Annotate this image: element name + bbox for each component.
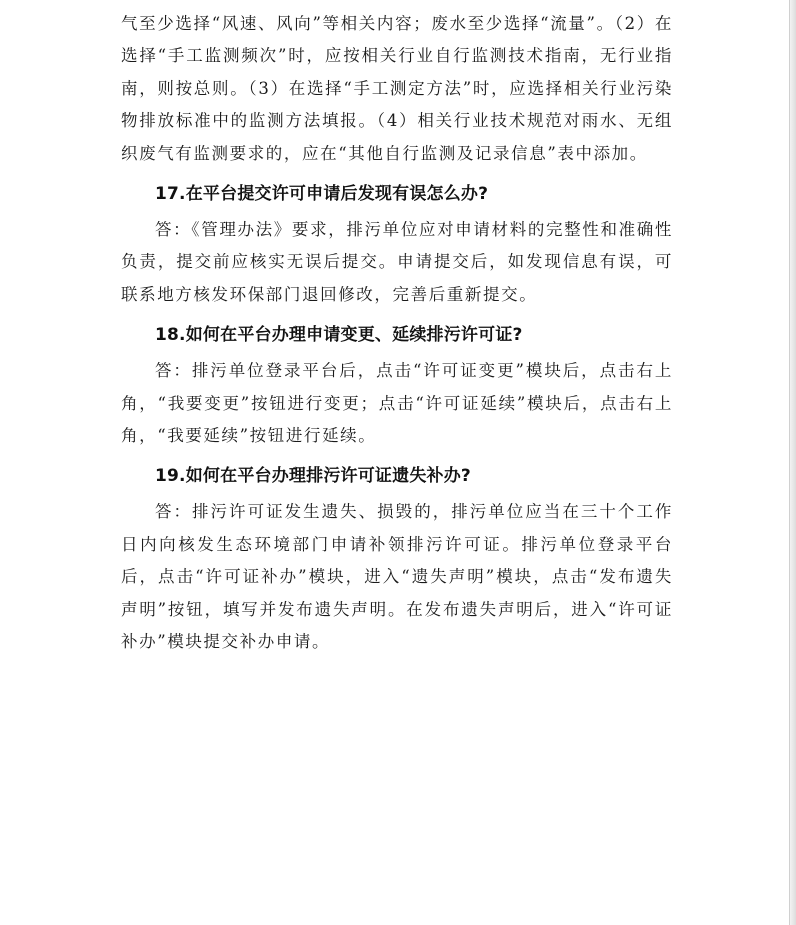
intro-paragraph: 气至少选择“风速、风向”等相关内容；废水至少选择“流量”。（2）在选择“手工监测频次”时，应按相关行业自行监测技术指南，无行业指南，则按总则。（3）在选择“手工测定方法”时，应选择相关行业污染物排放标准中的监测方法填报。（4）相关行业技术规范对雨水、无组织废气有监测要求的，应在“其他自行监测及记录信息”表中添加。 [121,14,673,163]
answer-paragraph-17: 答：《管理办法》要求，排污单位应对申请材料的完整性和准确性负责，提交前应核实无误后提交。申请提交后，如发现信息有误，可联系地方核发环保部门退回修改，完善后重新提交。 [121,220,673,304]
answer-paragraph-19: 答：排污许可证发生遗失、损毁的，排污单位应当在三十个工作日内向核发生态环境部门申请补领排污许可证。排污单位登录平台后，点击“许可证补办”模块，进入“遗失声明”模块，点击“发布遗失声明”按钮，填写并发布遗失声明。在发布遗失声明后，进入“许可证补办”模块提交补办申请。 [121,502,673,652]
faq-section-17 [121,179,673,311]
faq-section-18 [121,320,673,452]
answer-paragraph-18: 答：排污单位登录平台后，点击“许可证变更”模块后，点击右上角，“我要变更”按钮进行变更；点击“许可证延续”模块后，点击右上角，“我要延续”按钮进行延续。 [121,361,673,446]
document-body [121,8,673,659]
faq-section-19 [121,461,673,658]
question-heading-18: 18.如何在平台办理申请变更、延续排污许可证? [155,325,523,346]
question-heading-17: 17.在平台提交许可申请后发现有误怎么办? [155,184,489,205]
question-heading-19: 19.如何在平台办理排污许可证遗失补办? [155,466,471,487]
viewer-scroll-edge[interactable] [789,0,796,925]
